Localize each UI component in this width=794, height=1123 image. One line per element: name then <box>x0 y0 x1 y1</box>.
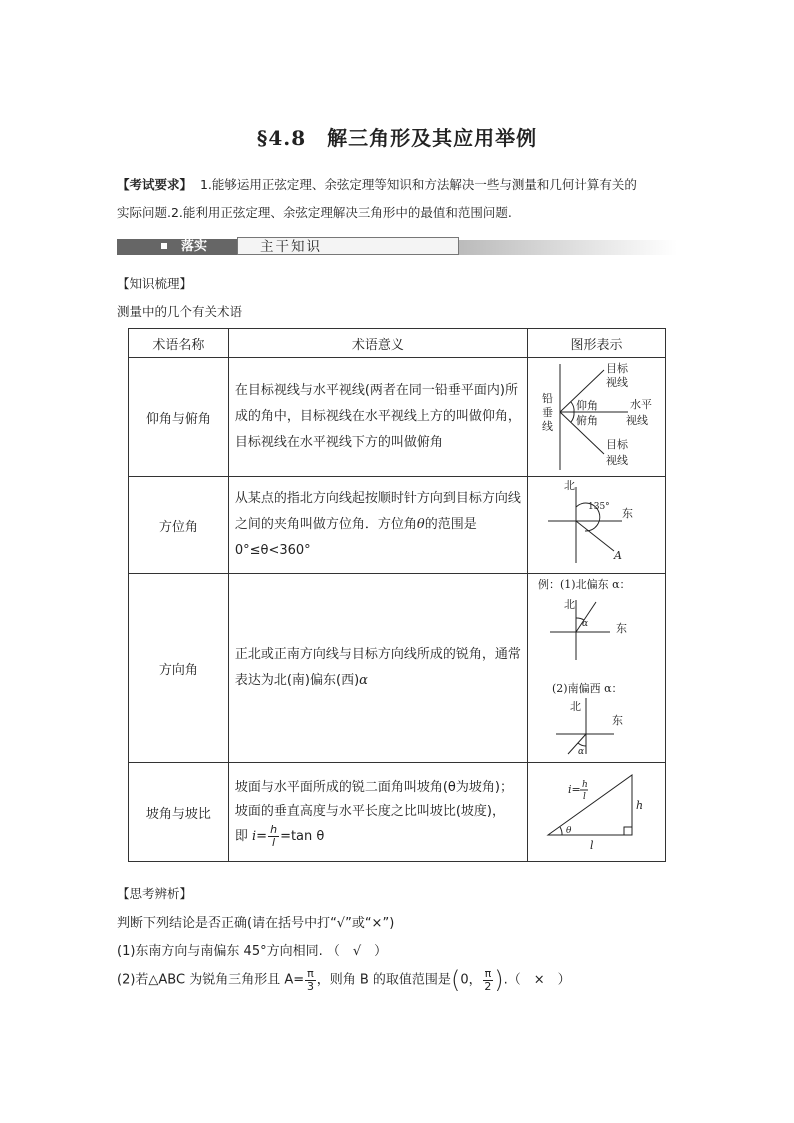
down-target-label-2: 视线 <box>605 454 628 467</box>
theta-label: θ <box>565 826 572 836</box>
header-term-meaning: 术语意义 <box>228 329 527 358</box>
length-label: l <box>589 839 594 852</box>
term-name: 方向角 <box>129 574 229 763</box>
pi-over-2-fraction: $\frac{\pi}{2}$ <box>484 966 492 993</box>
exam-requirements <box>117 171 679 227</box>
slope-ratio-label: i= <box>567 783 581 796</box>
judge-intro: 判断下列结论是否正确(请在括号中打“√”或“×”) <box>117 916 395 931</box>
north-label-1: 北 <box>563 598 575 611</box>
elevation-depression-figure <box>527 358 665 477</box>
east-label: 东 <box>621 507 633 520</box>
question-1: (1)东南方向与南偏东 45°方向相同. （ √ ） <box>117 944 388 959</box>
square-bullet-icon <box>161 243 167 249</box>
point-a-label: A <box>613 549 622 562</box>
table-row <box>129 477 666 574</box>
term-meaning: 正北或正南方向线与目标方向线所成的锐角，通常表达为北(南)偏东(西)α <box>228 574 527 763</box>
table-row <box>129 763 666 862</box>
page-title: §4.8 解三角形及其应用举例 <box>256 126 538 150</box>
alpha-label-2: α <box>577 747 585 757</box>
east-label-1: 东 <box>615 622 627 635</box>
answer-1: （ √ ） <box>326 944 388 959</box>
term-name: 坡角与坡比 <box>129 763 229 862</box>
horizontal-label-2: 视线 <box>625 414 648 427</box>
section-banner <box>117 236 677 258</box>
angle-label: 135° <box>587 502 610 512</box>
banner-right-label: 主干知识 <box>237 237 459 255</box>
answer-2: .（ × ） <box>503 972 571 988</box>
direction-angle-figure <box>527 574 665 763</box>
term-meaning: 从某点的指北方向线起按顺时针方向到目标方向线之间的夹角叫做方位角．方位角θ的范围是 0°≤θ<360° <box>228 477 527 574</box>
term-meaning: 坡面与水平面所成的锐二面角叫坡角(θ为坡角)； 坡面的垂直高度与水平长度之比叫坡比(坡度)， 即 i= $\frac{h}{l}$ =tan θ <box>228 763 527 862</box>
question-2: (2)若△ABC 为锐角三角形且 A= $\frac{\pi}{3}$ ，则角 B 的取值范围是(0， $\frac{\pi}{2}$ ).（ × ） <box>117 966 571 994</box>
exam-req-line2: 实际问题.2.能利用正弦定理、余弦定理解决三角形中的最值和范围问题. <box>117 205 512 220</box>
down-target-label-1: 目标 <box>605 438 628 451</box>
north-label-2: 北 <box>569 700 581 713</box>
table-header-row <box>129 329 666 358</box>
example2-label: (2)南偏西 α： <box>551 682 623 695</box>
knowledge-heading: 【知识梳理】 <box>117 276 193 291</box>
table-intro: 测量中的几个有关术语 <box>117 304 243 319</box>
banner-fade <box>459 240 677 255</box>
exam-req-label: 【考试要求】 <box>117 177 193 192</box>
height-label: h <box>635 799 644 812</box>
plumb-label-3: 线 <box>541 420 553 433</box>
think-heading: 【思考辨析】 <box>117 886 193 901</box>
slope-figure <box>527 763 665 862</box>
elevation-label: 仰角 <box>575 399 598 412</box>
depression-label: 俯角 <box>575 414 598 427</box>
up-target-label-2: 视线 <box>605 376 628 389</box>
east-label-2: 东 <box>611 714 623 727</box>
term-name: 方位角 <box>129 477 229 574</box>
slope-l-den: l <box>582 792 586 802</box>
up-target-label-1: 目标 <box>605 362 628 375</box>
term-name: 仰角与俯角 <box>129 358 229 477</box>
terms-table <box>128 328 666 862</box>
north-label: 北 <box>563 479 575 492</box>
plumb-label-2: 垂 <box>541 406 553 419</box>
slope-h-num: h <box>581 780 588 790</box>
h-over-l-fraction: $\frac{h}{l}$ <box>270 822 278 849</box>
plumb-label-1: 铅 <box>541 392 553 405</box>
table-row <box>129 358 666 477</box>
exam-req-line1: 1.能够运用正弦定理、余弦定理等知识和方法解决一些与测量和几何计算有关的 <box>199 177 637 192</box>
header-figure: 图形表示 <box>527 329 665 358</box>
header-term-name: 术语名称 <box>129 329 229 358</box>
horizontal-label-1: 水平 <box>629 398 652 411</box>
alpha-label-1: α <box>581 619 589 629</box>
azimuth-figure <box>527 477 665 574</box>
banner-left-label: 落实 <box>181 239 208 254</box>
example1-label: 例：(1)北偏东 α： <box>537 578 631 591</box>
table-row <box>129 574 666 763</box>
pi-over-3-fraction: $\frac{\pi}{3}$ <box>306 966 314 993</box>
term-meaning: 在目标视线与水平视线(两者在同一铅垂平面内)所成的角中，目标视线在水平视线上方的叫做仰角，目标视线在水平视线下方的叫做俯角 <box>228 358 527 477</box>
